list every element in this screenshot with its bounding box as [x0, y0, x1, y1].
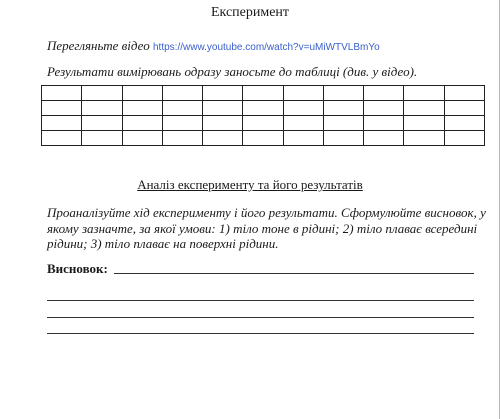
table-cell[interactable] — [82, 116, 122, 131]
table-cell[interactable] — [82, 86, 122, 101]
answer-line[interactable] — [47, 317, 474, 318]
table-cell[interactable] — [243, 131, 283, 146]
table-cell[interactable] — [42, 116, 82, 131]
table-cell[interactable] — [364, 116, 404, 131]
table-cell[interactable] — [444, 101, 484, 116]
measurement-table — [41, 85, 485, 146]
table-cell[interactable] — [404, 86, 444, 101]
table-cell[interactable] — [243, 101, 283, 116]
table-cell[interactable] — [162, 101, 202, 116]
table-cell[interactable] — [203, 116, 243, 131]
table-cell[interactable] — [42, 101, 82, 116]
table-cell[interactable] — [203, 86, 243, 101]
table-cell[interactable] — [323, 131, 363, 146]
table-cell[interactable] — [162, 131, 202, 146]
table-cell[interactable] — [323, 116, 363, 131]
table-cell[interactable] — [243, 86, 283, 101]
table-cell[interactable] — [42, 86, 82, 101]
page-title: Експеримент — [210, 5, 290, 20]
table-cell[interactable] — [444, 116, 484, 131]
table-cell[interactable] — [122, 116, 162, 131]
table-cell[interactable] — [82, 101, 122, 116]
table-row — [42, 101, 485, 116]
table-cell[interactable] — [283, 86, 323, 101]
table-cell[interactable] — [122, 101, 162, 116]
table-cell[interactable] — [122, 131, 162, 146]
table-cell[interactable] — [404, 131, 444, 146]
table-row — [42, 116, 485, 131]
results-instruction: Результати вимірювань одразу заносьте до таблиці (див. у відео). — [47, 64, 418, 79]
analysis-heading: Аналіз експерименту та його результатів — [137, 177, 363, 192]
table-cell[interactable] — [203, 101, 243, 116]
table-row — [42, 86, 485, 101]
table-cell[interactable] — [444, 131, 484, 146]
table-cell[interactable] — [82, 131, 122, 146]
table-cell[interactable] — [162, 86, 202, 101]
table-cell[interactable] — [122, 86, 162, 101]
table-cell[interactable] — [283, 131, 323, 146]
watch-video-prefix: Перегляньте відео — [47, 38, 153, 53]
table-cell[interactable] — [283, 116, 323, 131]
video-link[interactable]: https://www.youtube.com/watch?v=uMiWTVLBmYo — [152, 42, 380, 53]
table-cell[interactable] — [42, 131, 82, 146]
conclusion-answer-line[interactable] — [114, 273, 474, 274]
table-cell[interactable] — [323, 86, 363, 101]
table-cell[interactable] — [404, 101, 444, 116]
conclusion-label: Висновок: — [47, 261, 108, 276]
table-row — [42, 131, 485, 146]
table-cell[interactable] — [444, 86, 484, 101]
answer-line[interactable] — [47, 300, 474, 301]
table-cell[interactable] — [404, 116, 444, 131]
table-cell[interactable] — [283, 101, 323, 116]
table-cell[interactable] — [364, 86, 404, 101]
table-cell[interactable] — [203, 131, 243, 146]
table-cell[interactable] — [243, 116, 283, 131]
table-cell[interactable] — [162, 116, 202, 131]
watch-video-line — [47, 38, 380, 54]
table-cell[interactable] — [364, 131, 404, 146]
answer-line[interactable] — [47, 333, 474, 334]
table-cell[interactable] — [364, 101, 404, 116]
analysis-task: Проаналізуйте хід експерименту і його результати. Сформулюйте висновок, у якому зазначте, за якої умови: 1) тіло тоне в рідині; 2) тіло плаває всередині рідини; 3) тіло плаває на поверхні рідини. — [47, 205, 486, 251]
table-cell[interactable] — [323, 101, 363, 116]
